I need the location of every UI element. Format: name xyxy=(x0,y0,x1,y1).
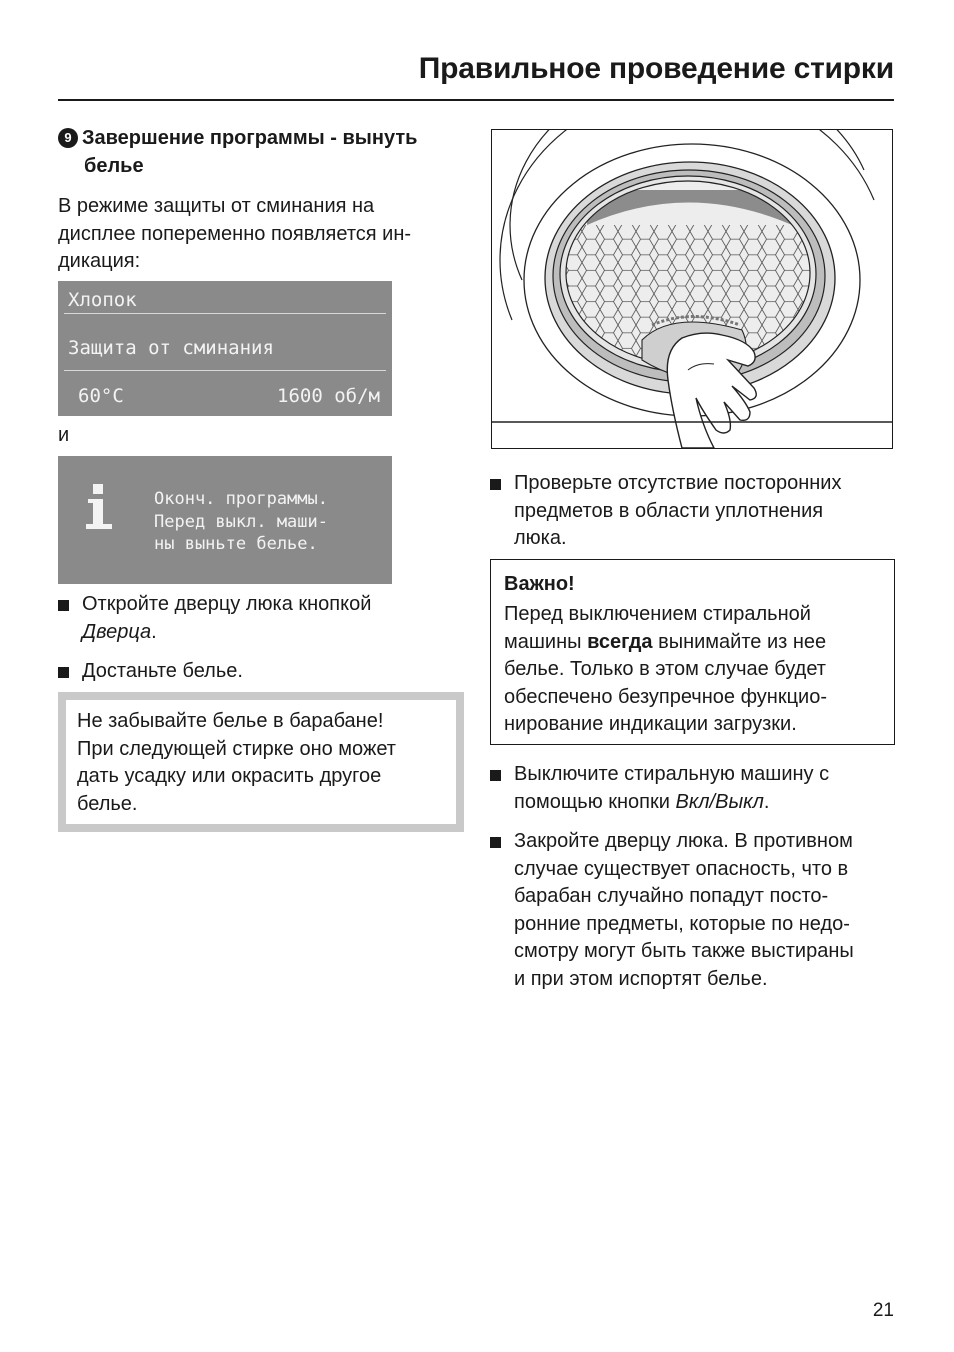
bullet-marker xyxy=(490,837,501,848)
info-message-line: Оконч. программы. xyxy=(154,489,328,509)
intro-paragraph xyxy=(58,193,470,276)
bullet-switch-off xyxy=(490,761,918,816)
important-line: Перед выключением стиральной xyxy=(504,603,811,625)
bullet-end: . xyxy=(151,620,157,643)
power-button-name: Вкл/Выкл xyxy=(675,790,764,813)
intro-line: В режиме защиты от сминания на xyxy=(58,195,375,217)
title-divider xyxy=(58,99,894,101)
bullet-text-line: Закройте дверцу люка. В противном xyxy=(514,830,853,852)
bullet-text-line: люка. xyxy=(514,527,567,549)
important-line-prefix: машины xyxy=(504,630,588,653)
door-button-name: Дверца xyxy=(82,620,152,643)
important-line-suffix: вынимайте из нее xyxy=(652,630,827,653)
intro-line: дисплее попеременно появляется ин- xyxy=(58,222,412,245)
important-text xyxy=(504,601,884,739)
info-icon xyxy=(86,484,112,532)
bullet-text-line: ронние предметы, которые по недо- xyxy=(514,912,850,935)
notice-line: Не забывайте белье в барабане! xyxy=(77,710,384,732)
bullet-end: . xyxy=(763,790,770,813)
bullet-close-door xyxy=(490,828,924,993)
bullet-marker xyxy=(58,667,69,678)
display-info-message xyxy=(154,488,328,556)
bullet-text: Достаньте белье. xyxy=(82,660,243,682)
important-emphasis: всегда xyxy=(587,630,653,653)
info-message-line: ны выньте белье. xyxy=(154,534,318,554)
bullet-marker xyxy=(490,479,501,490)
page-number: 21 xyxy=(872,1300,894,1321)
bullet-text-line: случае существует опасность, что в xyxy=(514,857,849,880)
display-separator xyxy=(64,313,386,314)
intro-line: дикация: xyxy=(58,250,141,272)
display-spin-speed: 1600 об/м xyxy=(277,385,380,407)
section-heading-line1: Завершение программы - вынуть xyxy=(82,127,418,149)
bullet-text-line: смотру могут быть также выстираны xyxy=(514,940,854,962)
bullet-text-line: барабан случайно попадут посто- xyxy=(514,885,829,907)
notice-text xyxy=(77,708,449,818)
display-temperature: 60°C xyxy=(78,385,124,407)
notice-box xyxy=(58,692,464,832)
bullet-check-seal xyxy=(490,470,918,553)
bullet-text-line: и при этом испортят белье. xyxy=(514,967,768,990)
page-title: Правильное проведение стирки xyxy=(418,52,894,85)
display-panel-program xyxy=(58,281,392,416)
section-heading-line2: белье xyxy=(84,155,144,177)
section-heading xyxy=(58,124,470,180)
notice-line: дать усадку или окрасить другое xyxy=(77,765,382,787)
bullet-text-line: предметов в области уплотнения xyxy=(514,499,824,522)
notice-line: При следующей стирке оно может xyxy=(77,737,396,760)
important-heading: Важно! xyxy=(504,573,575,595)
connector-word: и xyxy=(58,424,70,446)
bullet-remove-laundry xyxy=(58,658,472,686)
important-line: белье. Только в этом случае будет xyxy=(504,658,826,680)
display-program-name: Хлопок xyxy=(68,289,137,311)
display-separator xyxy=(64,370,386,371)
bullet-marker xyxy=(490,770,501,781)
step-number-badge: 9 xyxy=(58,128,78,148)
bullet-text-prefix: помощью кнопки xyxy=(514,790,676,813)
door-seal-illustration xyxy=(491,129,893,449)
info-message-line: Перед выкл. маши- xyxy=(154,511,328,532)
important-box xyxy=(490,559,895,745)
bullet-marker xyxy=(58,600,69,611)
important-line: обеспечено безупречное функцио- xyxy=(504,685,828,708)
bullet-text: Откройте дверцу люка кнопкой xyxy=(82,593,372,615)
bullet-text-line: Проверьте отсутствие посторонних xyxy=(514,472,842,494)
important-line: нирование индикации загрузки. xyxy=(504,713,797,735)
bullet-text-line: Выключите стиральную машину с xyxy=(514,763,830,785)
bullet-open-door xyxy=(58,591,472,646)
display-panel-info xyxy=(58,456,392,584)
notice-line: белье. xyxy=(77,792,138,815)
display-mode: Защита от сминания xyxy=(68,337,274,359)
